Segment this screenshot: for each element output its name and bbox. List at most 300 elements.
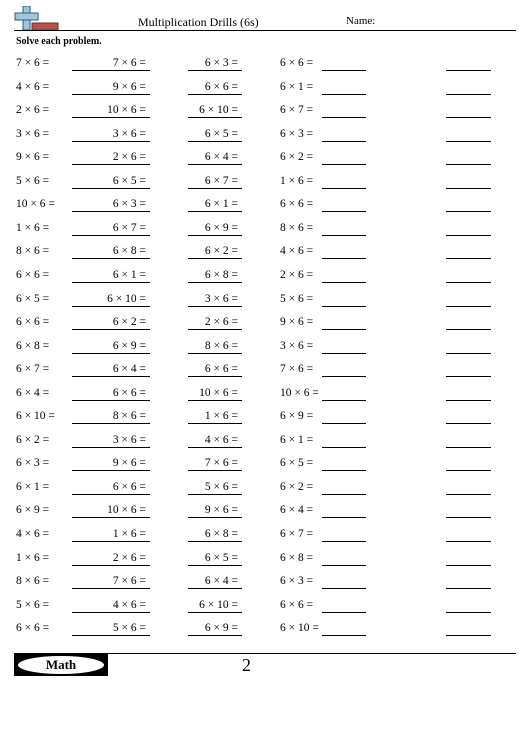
answer-blank (322, 282, 366, 283)
problem-17-4 (280, 433, 366, 447)
problem-text: 10 × 6 = (199, 387, 238, 399)
problem-25-2 (72, 621, 150, 635)
problem-17-3 (188, 433, 242, 447)
problem-text: 6 × 3 = (280, 128, 314, 140)
problem-text: 2 × 6 = (112, 151, 146, 163)
problem-text: 6 × 2 = (280, 481, 314, 493)
problem-19-3 (188, 480, 242, 494)
problem-3-2 (72, 103, 150, 117)
problem-1-1 (16, 56, 72, 70)
problem-text: 5 × 6 = (112, 622, 146, 634)
problem-text: 8 × 6 = (16, 575, 50, 587)
problem-text: 6 × 7 = (16, 363, 50, 375)
problem-text: 3 × 6 = (16, 128, 50, 140)
problem-text: 6 × 6 = (16, 316, 50, 328)
problem-2-4 (280, 80, 366, 94)
problem-14-4 (280, 362, 366, 376)
problem-text: 6 × 3 = (112, 198, 146, 210)
extra-answer-blank (446, 282, 491, 283)
extra-answer-blank (446, 565, 491, 566)
answer-underline (72, 70, 150, 71)
answer-blank (322, 188, 366, 189)
problem-text: 6 × 10 = (107, 293, 146, 305)
answer-underline (72, 400, 150, 401)
answer-blank (322, 470, 366, 471)
answer-underline (72, 306, 150, 307)
extra-answer-blank (446, 423, 491, 424)
problem-text: 6 × 8 = (280, 552, 314, 564)
problem-text: 5 × 6 = (204, 481, 238, 493)
problem-20-1 (16, 503, 72, 517)
problem-text: 4 × 6 = (16, 528, 50, 540)
extra-answer-blank (446, 258, 491, 259)
problem-text: 4 × 6 = (204, 434, 238, 446)
answer-underline (72, 612, 150, 613)
problem-19-4 (280, 480, 366, 494)
problem-20-2 (72, 503, 150, 517)
answer-underline (72, 164, 150, 165)
problem-21-3 (188, 527, 242, 541)
answer-blank (322, 565, 366, 566)
answer-underline (72, 635, 150, 636)
extra-answer-blank (446, 141, 491, 142)
answer-blank (322, 235, 366, 236)
problem-text: 6 × 1 = (204, 198, 238, 210)
problem-18-2 (72, 456, 150, 470)
problem-text: 6 × 6 = (112, 387, 146, 399)
problem-text: 6 × 4 = (16, 387, 50, 399)
problem-23-3 (188, 574, 242, 588)
problem-text: 4 × 6 = (16, 81, 50, 93)
answer-underline (188, 282, 242, 283)
problem-text: 6 × 2 = (280, 151, 314, 163)
answer-underline (188, 376, 242, 377)
problem-text: 9 × 6 = (112, 81, 146, 93)
problem-24-4 (280, 598, 366, 612)
problem-17-2 (72, 433, 150, 447)
answer-underline (188, 235, 242, 236)
problem-text: 8 × 6 = (16, 245, 50, 257)
answer-blank (322, 211, 366, 212)
problem-text: 6 × 6 = (204, 81, 238, 93)
problem-text: 9 × 6 = (204, 504, 238, 516)
answer-underline (72, 423, 150, 424)
problem-7-4 (280, 197, 366, 211)
extra-answer-blank (446, 635, 491, 636)
problem-3-3 (188, 103, 242, 117)
problem-5-4 (280, 150, 366, 164)
answer-blank (322, 447, 366, 448)
answer-blank (322, 588, 366, 589)
extra-answer-blank (446, 376, 491, 377)
problem-1-4 (280, 56, 366, 70)
problem-text: 6 × 6 = (112, 481, 146, 493)
problem-10-1 (16, 268, 72, 282)
problem-4-4 (280, 127, 366, 141)
problem-20-3 (188, 503, 242, 517)
problem-text: 6 × 3 = (16, 457, 50, 469)
answer-underline (188, 423, 242, 424)
answer-underline (188, 70, 242, 71)
problem-text: 1 × 6 = (112, 528, 146, 540)
problem-12-3 (188, 315, 242, 329)
answer-underline (72, 588, 150, 589)
extra-answer-blank (446, 94, 491, 95)
problem-text: 6 × 5 = (280, 457, 314, 469)
problem-21-4 (280, 527, 366, 541)
problem-8-1 (16, 221, 72, 235)
problem-5-3 (188, 150, 242, 164)
problem-15-3 (188, 386, 242, 400)
problem-text: 6 × 9 = (112, 340, 146, 352)
problem-text: 6 × 6 = (280, 599, 314, 611)
answer-blank (322, 423, 366, 424)
answer-underline (188, 565, 242, 566)
problem-8-4 (280, 221, 366, 235)
answer-underline (188, 141, 242, 142)
problem-text: 6 × 6 = (204, 363, 238, 375)
problem-8-2 (72, 221, 150, 235)
problem-text: 6 × 5 = (112, 175, 146, 187)
problem-text: 6 × 4 = (112, 363, 146, 375)
problem-text: 6 × 3 = (280, 575, 314, 587)
problem-11-2 (72, 292, 150, 306)
problem-text: 5 × 6 = (16, 175, 50, 187)
problem-text: 7 × 6 = (204, 457, 238, 469)
problem-9-4 (280, 244, 366, 258)
problem-11-4 (280, 292, 366, 306)
problem-20-4 (280, 503, 366, 517)
problem-text: 7 × 6 = (16, 57, 50, 69)
problem-22-2 (72, 551, 150, 565)
problem-15-1 (16, 386, 72, 400)
problem-4-1 (16, 127, 72, 141)
problem-7-1 (16, 197, 72, 211)
problem-text: 6 × 1 = (16, 481, 50, 493)
page-number: 2 (242, 655, 251, 675)
answer-underline (72, 258, 150, 259)
problem-text: 6 × 7 = (204, 175, 238, 187)
problem-text: 6 × 7 = (280, 104, 314, 116)
problem-text: 1 × 6 = (16, 552, 50, 564)
problem-21-2 (72, 527, 150, 541)
problem-24-1 (16, 598, 72, 612)
problem-text: 6 × 1 = (280, 434, 314, 446)
problem-16-1 (16, 409, 72, 423)
problem-text: 4 × 6 = (280, 245, 314, 257)
problem-text: 3 × 6 = (280, 340, 314, 352)
problem-text: 6 × 5 = (204, 128, 238, 140)
problem-text: 6 × 2 = (204, 245, 238, 257)
problem-text: 6 × 8 = (204, 528, 238, 540)
answer-blank (322, 400, 366, 401)
problem-13-4 (280, 339, 366, 353)
answer-underline (72, 517, 150, 518)
problem-text: 6 × 5 = (204, 552, 238, 564)
problem-text: 6 × 6 = (280, 57, 314, 69)
extra-answer-blank (446, 400, 491, 401)
problem-22-1 (16, 551, 72, 565)
problem-text: 1 × 6 = (280, 175, 314, 187)
answer-underline (72, 188, 150, 189)
problem-text: 6 × 5 = (16, 293, 50, 305)
problem-10-4 (280, 268, 366, 282)
answer-underline (188, 447, 242, 448)
answer-underline (188, 117, 242, 118)
math-badge (14, 654, 108, 676)
extra-answer-blank (446, 211, 491, 212)
problem-22-3 (188, 551, 242, 565)
problem-text: 9 × 6 = (280, 316, 314, 328)
answer-underline (72, 211, 150, 212)
extra-answer-blank (446, 117, 491, 118)
problem-18-1 (16, 456, 72, 470)
problem-text: 4 × 6 = (112, 599, 146, 611)
problem-text: 6 × 10 = (199, 599, 238, 611)
problem-text: 1 × 6 = (204, 410, 238, 422)
problem-3-4 (280, 103, 366, 117)
answer-underline (188, 258, 242, 259)
problem-2-3 (188, 80, 242, 94)
problem-5-1 (16, 150, 72, 164)
extra-answer-blank (446, 494, 491, 495)
answer-blank (322, 635, 366, 636)
problem-text: 9 × 6 = (112, 457, 146, 469)
problem-5-2 (72, 150, 150, 164)
problem-text: 7 × 6 = (280, 363, 314, 375)
answer-underline (188, 188, 242, 189)
problem-23-4 (280, 574, 366, 588)
answer-blank (322, 70, 366, 71)
problem-text: 6 × 8 = (204, 269, 238, 281)
answer-underline (188, 588, 242, 589)
answer-underline (188, 612, 242, 613)
instructions: Solve each problem. (16, 36, 102, 47)
answer-underline (72, 541, 150, 542)
answer-underline (188, 94, 242, 95)
problem-text: 6 × 10 = (16, 410, 55, 422)
extra-answer-blank (446, 612, 491, 613)
problem-1-3 (188, 56, 242, 70)
problem-23-2 (72, 574, 150, 588)
answer-blank (322, 353, 366, 354)
worksheet-title: Multiplication Drills (6s) (138, 15, 259, 29)
problem-text: 6 × 4 = (204, 151, 238, 163)
problem-text: 1 × 6 = (16, 222, 50, 234)
problem-13-1 (16, 339, 72, 353)
problem-text: 8 × 6 = (280, 222, 314, 234)
problem-4-2 (72, 127, 150, 141)
problem-text: 6 × 9 = (204, 222, 238, 234)
problem-6-3 (188, 174, 242, 188)
problem-7-2 (72, 197, 150, 211)
answer-underline (188, 164, 242, 165)
answer-underline (72, 329, 150, 330)
answer-blank (322, 94, 366, 95)
problem-text: 10 × 6 = (107, 104, 146, 116)
problem-11-1 (16, 292, 72, 306)
problem-2-2 (72, 80, 150, 94)
problem-18-4 (280, 456, 366, 470)
problem-text: 6 × 8 = (112, 245, 146, 257)
problem-16-4 (280, 409, 366, 423)
problem-text: 2 × 6 = (112, 552, 146, 564)
extra-answer-blank (446, 588, 491, 589)
extra-answer-blank (446, 541, 491, 542)
problem-6-1 (16, 174, 72, 188)
answer-underline (188, 635, 242, 636)
problem-text: 6 × 2 = (16, 434, 50, 446)
problem-24-2 (72, 598, 150, 612)
problem-6-4 (280, 174, 366, 188)
answer-blank (322, 329, 366, 330)
problem-9-3 (188, 244, 242, 258)
problem-15-4 (280, 386, 366, 400)
problem-1-2 (72, 56, 150, 70)
problem-text: 10 × 6 = (280, 387, 319, 399)
problem-19-2 (72, 480, 150, 494)
problem-text: 3 × 6 = (112, 434, 146, 446)
answer-underline (72, 447, 150, 448)
problem-13-2 (72, 339, 150, 353)
problem-10-2 (72, 268, 150, 282)
answer-blank (322, 306, 366, 307)
answer-underline (72, 117, 150, 118)
problem-text: 6 × 8 = (16, 340, 50, 352)
problem-10-3 (188, 268, 242, 282)
problem-25-4 (280, 621, 366, 635)
problem-11-3 (188, 292, 242, 306)
problem-text: 6 × 9 = (204, 622, 238, 634)
answer-blank (322, 541, 366, 542)
extra-answer-blank (446, 470, 491, 471)
problem-text: 3 × 6 = (112, 128, 146, 140)
problem-text: 6 × 10 = (199, 104, 238, 116)
problem-text: 6 × 3 = (204, 57, 238, 69)
problem-text: 6 × 6 = (16, 269, 50, 281)
answer-underline (72, 94, 150, 95)
problem-3-1 (16, 103, 72, 117)
problem-text: 5 × 6 = (280, 293, 314, 305)
problem-text: 6 × 4 = (204, 575, 238, 587)
answer-blank (322, 494, 366, 495)
problem-text: 6 × 2 = (112, 316, 146, 328)
problem-14-3 (188, 362, 242, 376)
answer-underline (72, 141, 150, 142)
problem-24-3 (188, 598, 242, 612)
problem-text: 6 × 9 = (16, 504, 50, 516)
problem-9-1 (16, 244, 72, 258)
problem-text: 6 × 10 = (280, 622, 319, 634)
problem-text: 6 × 6 = (280, 198, 314, 210)
answer-underline (72, 282, 150, 283)
answer-blank (322, 612, 366, 613)
answer-underline (188, 470, 242, 471)
problem-12-4 (280, 315, 366, 329)
problem-14-2 (72, 362, 150, 376)
answer-underline (72, 376, 150, 377)
answer-blank (322, 376, 366, 377)
problem-22-4 (280, 551, 366, 565)
problem-text: 2 × 6 = (16, 104, 50, 116)
answer-underline (72, 565, 150, 566)
answer-underline (188, 306, 242, 307)
answer-blank (322, 141, 366, 142)
answer-underline (188, 494, 242, 495)
answer-underline (188, 400, 242, 401)
problem-21-1 (16, 527, 72, 541)
problem-15-2 (72, 386, 150, 400)
problem-text: 6 × 1 = (280, 81, 314, 93)
problem-text: 6 × 1 = (112, 269, 146, 281)
problem-text: 6 × 7 = (112, 222, 146, 234)
extra-answer-blank (446, 70, 491, 71)
problem-text: 9 × 6 = (16, 151, 50, 163)
answer-blank (322, 164, 366, 165)
answer-blank (322, 258, 366, 259)
answer-underline (72, 494, 150, 495)
problem-25-1 (16, 621, 72, 635)
problem-text: 8 × 6 = (112, 410, 146, 422)
problem-18-3 (188, 456, 242, 470)
problem-6-2 (72, 174, 150, 188)
extra-answer-blank (446, 353, 491, 354)
problem-17-1 (16, 433, 72, 447)
problem-text: 8 × 6 = (204, 340, 238, 352)
problem-4-3 (188, 127, 242, 141)
extra-answer-blank (446, 517, 491, 518)
problem-19-1 (16, 480, 72, 494)
problem-2-1 (16, 80, 72, 94)
answer-underline (72, 470, 150, 471)
answer-underline (188, 211, 242, 212)
problem-7-3 (188, 197, 242, 211)
problem-text: 6 × 9 = (280, 410, 314, 422)
problem-text: 3 × 6 = (204, 293, 238, 305)
problem-text: 7 × 6 = (112, 575, 146, 587)
problem-16-2 (72, 409, 150, 423)
problem-8-3 (188, 221, 242, 235)
problem-9-2 (72, 244, 150, 258)
name-label: Name: (346, 15, 376, 27)
problem-text: 6 × 7 = (280, 528, 314, 540)
extra-answer-blank (446, 188, 491, 189)
problem-text: 2 × 6 = (280, 269, 314, 281)
problem-14-1 (16, 362, 72, 376)
extra-answer-blank (446, 447, 491, 448)
extra-answer-blank (446, 306, 491, 307)
extra-answer-blank (446, 235, 491, 236)
problem-12-1 (16, 315, 72, 329)
answer-underline (72, 353, 150, 354)
answer-blank (322, 517, 366, 518)
math-badge-label: Math (18, 656, 104, 674)
answer-underline (188, 353, 242, 354)
problem-text: 6 × 6 = (16, 622, 50, 634)
problem-text: 7 × 6 = (112, 57, 146, 69)
answer-blank (322, 117, 366, 118)
problem-16-3 (188, 409, 242, 423)
problem-text: 10 × 6 = (16, 198, 55, 210)
extra-answer-blank (446, 329, 491, 330)
answer-underline (188, 329, 242, 330)
problem-text: 10 × 6 = (107, 504, 146, 516)
answer-underline (72, 235, 150, 236)
answer-underline (188, 541, 242, 542)
problem-text: 2 × 6 = (204, 316, 238, 328)
problem-text: 5 × 6 = (16, 599, 50, 611)
problem-13-3 (188, 339, 242, 353)
